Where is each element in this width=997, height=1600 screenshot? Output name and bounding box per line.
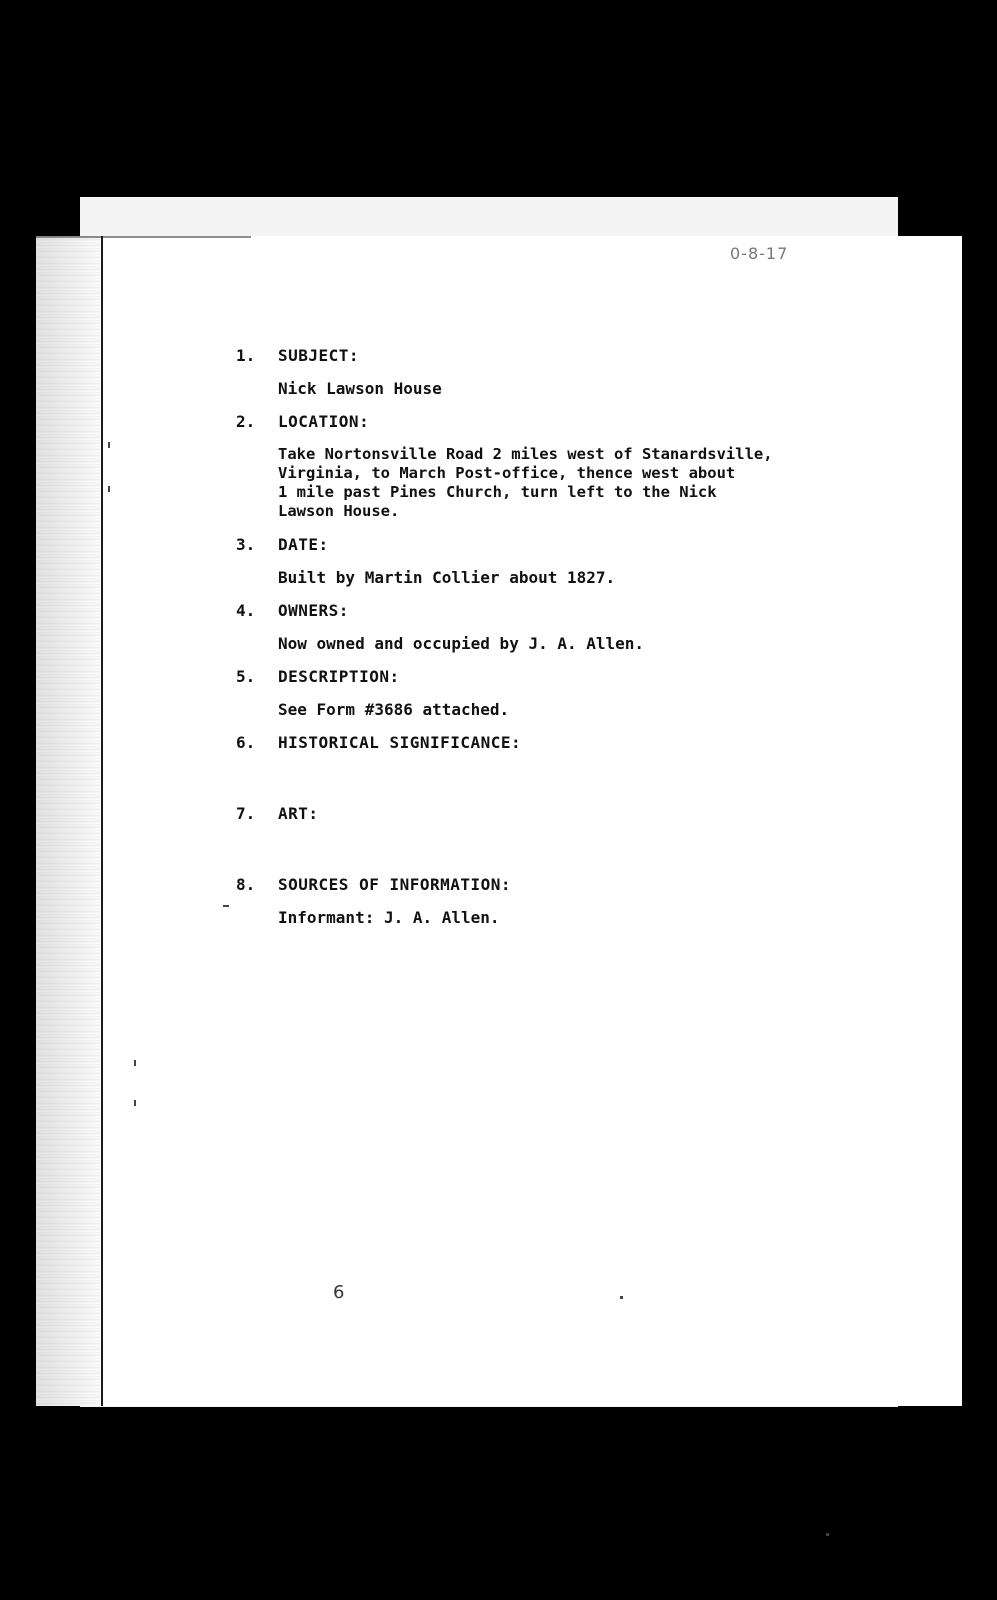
entry-number: 8. bbox=[236, 875, 256, 894]
entry-text: See Form #3686 attached. bbox=[278, 700, 510, 719]
entry-owners bbox=[236, 601, 876, 653]
scan-speck bbox=[108, 486, 110, 492]
entry-heading: LOCATION: bbox=[278, 412, 370, 431]
handwritten-bottom-mark: 6 bbox=[333, 1282, 345, 1303]
entry-date bbox=[236, 535, 876, 587]
document-body bbox=[236, 346, 876, 927]
entry-text: Now owned and occupied by J. A. Allen. bbox=[278, 634, 645, 653]
entry-heading: SUBJECT: bbox=[278, 346, 360, 365]
handwritten-page-mark: 0-8-17 bbox=[730, 244, 789, 263]
scan-speck bbox=[826, 1533, 829, 1536]
scan-speck bbox=[134, 1060, 136, 1066]
entry-heading: DATE: bbox=[278, 535, 329, 554]
scan-speck bbox=[620, 1296, 623, 1299]
entry-heading: OWNERS: bbox=[278, 601, 349, 620]
entry-text: Built by Martin Collier about 1827. bbox=[278, 568, 616, 587]
entry-number: 7. bbox=[236, 804, 256, 823]
left-margin-rule bbox=[101, 236, 103, 1406]
entry-text: Nick Lawson House bbox=[278, 379, 442, 398]
entry-heading: DESCRIPTION: bbox=[278, 667, 400, 686]
entry-number: 4. bbox=[236, 601, 256, 620]
entry-text: Take Nortonsville Road 2 miles west of Stanardsville, Virginia, to March Post-office, thence west about 1 mile past Pines Church, turn left to the Nick Lawson House. bbox=[278, 445, 773, 520]
scan-speck bbox=[134, 1100, 136, 1106]
entry-heading: HISTORICAL SIGNIFICANCE: bbox=[278, 733, 522, 752]
scan-speck bbox=[223, 905, 229, 907]
entry-number: 5. bbox=[236, 667, 256, 686]
entry-heading: SOURCES OF INFORMATION: bbox=[278, 875, 512, 894]
scan-speck bbox=[108, 442, 110, 448]
entry-art bbox=[236, 804, 876, 823]
entry-heading: ART: bbox=[278, 804, 319, 823]
entry-number: 3. bbox=[236, 535, 256, 554]
entry-number: 6. bbox=[236, 733, 256, 752]
entry-text: Informant: J. A. Allen. bbox=[278, 908, 500, 927]
entry-sources bbox=[236, 875, 876, 927]
entry-description bbox=[236, 667, 876, 719]
entry-subject bbox=[236, 346, 876, 398]
top-edge-rule bbox=[36, 236, 251, 238]
entry-number: 1. bbox=[236, 346, 256, 365]
entry-number: 2. bbox=[236, 412, 256, 431]
page-edge-shadow bbox=[36, 236, 100, 1406]
entry-historical-significance bbox=[236, 733, 876, 752]
entry-location bbox=[236, 412, 876, 521]
